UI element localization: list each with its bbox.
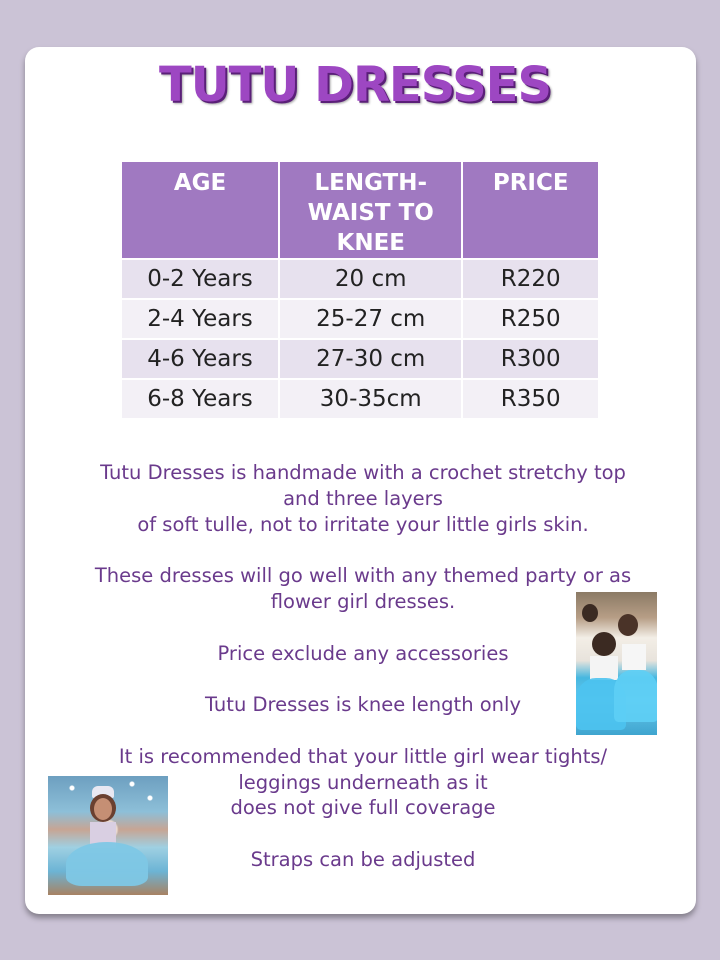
cell-age: 4-6 Years bbox=[121, 339, 279, 379]
desc-line: does not give full coverage bbox=[230, 796, 496, 820]
header-length: LENGTH- WAIST TO KNEE bbox=[279, 161, 462, 259]
table-row bbox=[121, 259, 599, 299]
table-header-row bbox=[121, 161, 599, 259]
cell-age: 2-4 Years bbox=[121, 299, 279, 339]
desc-line: Price exclude any accessories bbox=[217, 641, 509, 665]
table-row bbox=[121, 379, 599, 419]
desc-line: It is recommended that your little girl wear tights/ bbox=[118, 744, 608, 768]
cell-price: R300 bbox=[462, 339, 599, 379]
header-age: AGE bbox=[121, 161, 279, 259]
desc-line: flower girl dresses. bbox=[270, 589, 456, 613]
cell-length: 30-35cm bbox=[279, 379, 462, 419]
cell-age: 0-2 Years bbox=[121, 259, 279, 299]
desc-line: leggings underneath as it bbox=[238, 770, 488, 794]
two-girls-tutu-photo bbox=[576, 592, 657, 735]
desc-line: Straps can be adjusted bbox=[250, 847, 476, 871]
table-row bbox=[121, 299, 599, 339]
girl-tutu-photo bbox=[48, 776, 168, 895]
cell-price: R220 bbox=[462, 259, 599, 299]
cell-length: 27-30 cm bbox=[279, 339, 462, 379]
desc-line: Tutu Dresses is knee length only bbox=[204, 693, 521, 717]
flyer-card bbox=[25, 47, 696, 914]
desc-line: and three layers bbox=[283, 486, 443, 510]
size-price-table bbox=[120, 160, 600, 420]
cell-length: 20 cm bbox=[279, 259, 462, 299]
cell-price: R250 bbox=[462, 299, 599, 339]
cell-age: 6-8 Years bbox=[121, 379, 279, 419]
desc-line: These dresses will go well with any themed party or as bbox=[94, 564, 632, 588]
page-title: TUTU DRESSES bbox=[158, 57, 552, 113]
desc-line: of soft tulle, not to irritate your little girls skin. bbox=[137, 512, 589, 536]
desc-line: Tutu Dresses is handmade with a crochet stretchy top bbox=[100, 461, 626, 484]
header-price: PRICE bbox=[462, 161, 599, 259]
cell-price: R350 bbox=[462, 379, 599, 419]
cell-length: 25-27 cm bbox=[279, 299, 462, 339]
table-row bbox=[121, 339, 599, 379]
